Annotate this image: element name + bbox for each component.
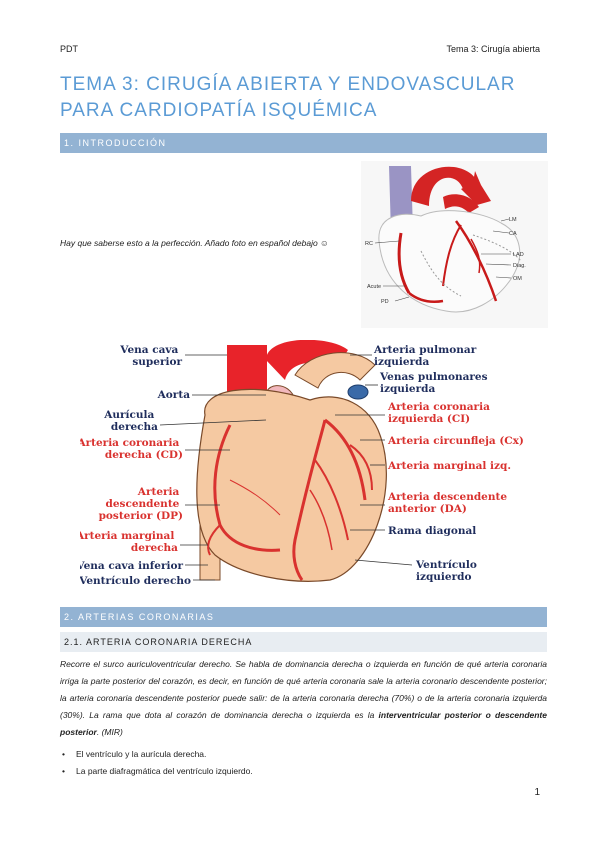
label-aorta: Aorta <box>157 389 190 401</box>
label-arteria-marginal-derecha: Arteria marginal derecha <box>80 530 178 554</box>
photo-label-diag: Diag. <box>513 263 526 269</box>
photo-label-acute: Acute <box>367 284 382 290</box>
intro-note: Hay que saberse esto a la perfección. Añado foto en español debajo ☺ <box>60 238 329 248</box>
label-venas-pulmonares: Venas pulmonares izquierda <box>380 371 488 395</box>
label-arteria-marginal-izquierda: Arteria marginal izq. <box>388 460 511 472</box>
page-title: TEMA 3: CIRUGÍA ABIERTA Y ENDOVASCULAR PARA CARDIOPATÍA ISQUÉMICA <box>60 74 516 121</box>
photo-label-om: OM <box>513 276 522 282</box>
label-arteria-descendente-posterior: Arteria descendente posterior (DP) <box>98 486 183 522</box>
photo-label-rc: RC <box>365 241 373 247</box>
section-coronarias-heading: 2. ARTERIAS CORONARIAS <box>60 607 547 627</box>
header-left: PDT <box>60 44 78 54</box>
label-ventriculo-izquierdo: Ventrículo izquierdo <box>416 559 477 583</box>
list-item: • El ventrículo y la aurícula derecha. <box>62 746 253 763</box>
header-right: Tema 3: Cirugía abierta <box>446 44 540 54</box>
label-arteria-coronaria-derecha: Arteria coronaria derecha (CD) <box>80 437 183 461</box>
section-intro-heading: 1. INTRODUCCIÓN <box>60 133 547 153</box>
label-vena-cava-inferior: Vena cava inferior <box>80 560 183 572</box>
body-bold-term: interventricular posterior o descendente posterior <box>60 710 547 737</box>
label-rama-diagonal: Rama diagonal <box>388 525 477 537</box>
label-vena-cava-superior: Vena cava superior <box>120 344 182 368</box>
photo-label-ca: CA <box>509 231 517 237</box>
heart-photo-image <box>361 161 548 328</box>
label-arteria-coronaria-izquierda: Arteria coronaria izquierda (CI) <box>388 401 490 425</box>
page-number: 1 <box>534 787 540 798</box>
heart-coronary-diagram <box>80 340 540 590</box>
bullet-list <box>62 746 253 780</box>
label-ventriculo-derecho: Ventrículo derecho <box>80 575 191 587</box>
photo-label-lm: LM <box>509 217 517 223</box>
photo-label-lad: LAD <box>513 252 524 258</box>
list-item: • La parte diafragmática del ventrículo izquierdo. <box>62 763 253 780</box>
label-arteria-descendente-anterior: Arteria descendente anterior (DA) <box>388 491 508 515</box>
label-arteria-pulmonar-izquierda: Arteria pulmonar izquierda <box>374 344 477 368</box>
subsection-acd-heading: 2.1. ARTERIA CORONARIA DERECHA <box>60 632 547 652</box>
label-auricula-derecha: Aurícula derecha <box>104 409 158 433</box>
photo-label-pd: PD <box>381 299 389 305</box>
label-arteria-circunfleja: Arteria circunfleja (Cx) <box>388 435 524 447</box>
body-paragraph: Recorre el surco auriculoventricular derecho. Se habla de dominancia derecha o izquierda en función de qué arteria coronaria irriga la parte posterior del corazón, es decir, en función de qué arteria coronaria sale la arteria coronario descendente posterior; la arteria coronaria descendente posterior puede salir: de la arteria coronaria derecha (70%) o de la arteria coronaria izquierda (30%). La rama que dota al corazón de dominancia derecha o izquierda es la interventricular posterior o descendente posterior. (MIR) <box>60 659 547 737</box>
